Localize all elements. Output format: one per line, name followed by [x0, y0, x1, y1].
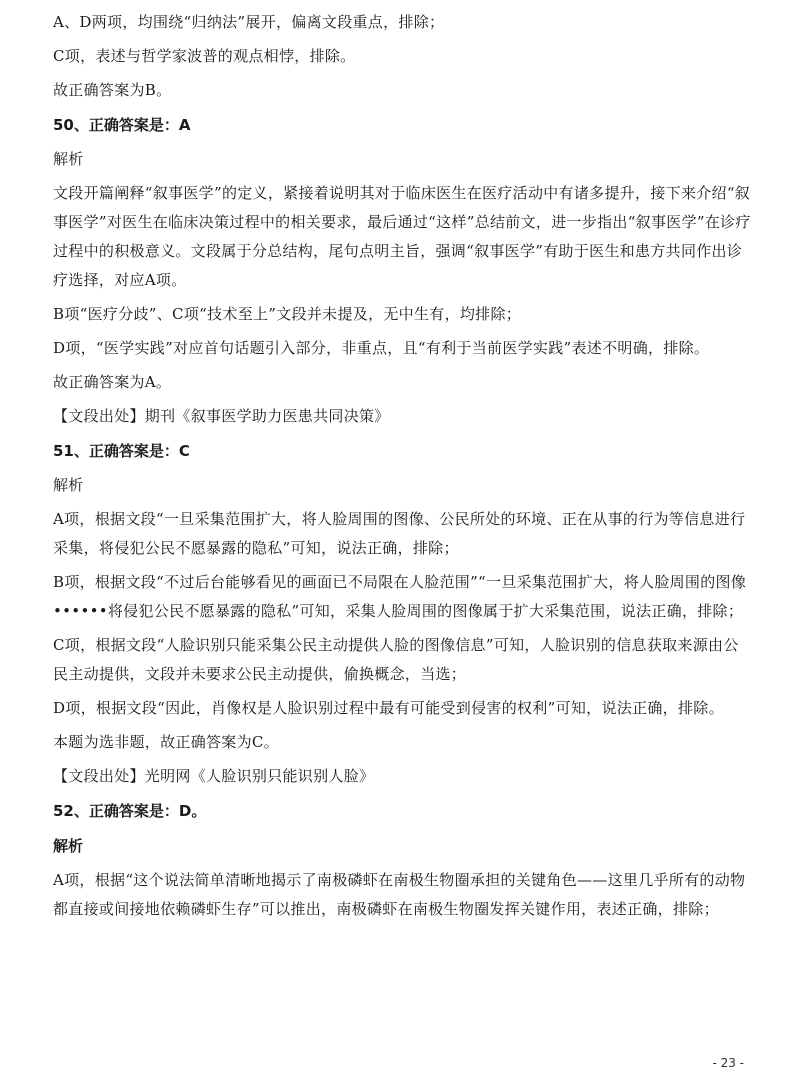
text-paragraph: 解析	[53, 476, 84, 494]
text-paragraph: A、D两项，均围绕“归纳法”展开，偏离文段重点，排除；	[53, 13, 445, 31]
text-paragraph: A项，根据文段“一旦采集范围扩大，将人脸周围的图像、公民所处的环境、正在从事的行为等信息进行采集，将侵犯公民不愿暴露的隐私”可知，说法正确，排除；	[53, 510, 746, 557]
answer-heading: 51、正确答案是：C	[53, 442, 190, 460]
text-paragraph: 【文段出处】光明网《人脸识别只能识别人脸》	[53, 767, 375, 785]
answer-heading: 解析	[53, 837, 84, 855]
answer-heading: 52、正确答案是：D。	[53, 802, 207, 820]
paragraph-gap	[53, 924, 753, 929]
text-paragraph: 解析	[53, 150, 84, 168]
text-paragraph: 文段开篇阐释“叙事医学”的定义，紧接着说明其对于临床医生在医疗活动中有诸多提升，接下来介绍“叙事医学”对医生在临床决策过程中的相关要求，最后通过“这样”总结前文，进一步指出“叙事医学”在诊疗过程中的积极意义。文段属于分总结构，尾句点明主旨，强调“叙事医学”有助于医生和患方共同作出诊疗选择，对应A项。	[53, 184, 751, 289]
text-paragraph: 本题为选非题，故正确答案为C。	[53, 733, 279, 751]
text-paragraph: C项，根据文段“人脸识别只能采集公民主动提供人脸的图像信息”可知，人脸识别的信息获取来源由公民主动提供，文段并未要求公民主动提供，偷换概念，当选；	[53, 636, 739, 683]
text-paragraph: 【文段出处】期刊《叙事医学助力医患共同决策》	[53, 407, 390, 425]
answer-heading: 50、正确答案是：A	[53, 116, 191, 134]
text-paragraph: B项“医疗分歧”、C项“技术至上”文段并未提及，无中生有，均排除；	[53, 305, 522, 323]
text-paragraph: D项，“医学实践”对应首句话题引入部分，非重点，且“有利于当前医学实践”表述不明确，排除。	[53, 339, 710, 357]
document-page	[53, 8, 753, 929]
text-paragraph: 故正确答案为B。	[53, 81, 172, 99]
text-paragraph: 故正确答案为A。	[53, 373, 172, 391]
text-paragraph: D项，根据文段“因此，肖像权是人脸识别过程中最有可能受到侵害的权利”可知，说法正确，排除。	[53, 699, 724, 717]
text-paragraph: C项，表述与哲学家波普的观点相悖，排除。	[53, 47, 356, 65]
text-paragraph: B项，根据文段“不过后台能够看见的画面已不局限在人脸范围”“一旦采集范围扩大，将人脸周围的图像••••••将侵犯公民不愿暴露的隐私”可知，采集人脸周围的图像属于扩大采集范围，说法正确，排除；	[53, 573, 747, 620]
text-paragraph: A项，根据“这个说法简单清晰地揭示了南极磷虾在南极生物圈承担的关键角色——这里几乎所有的动物都直接或间接地依赖磷虾生存”可以推出，南极磷虾在南极生物圈发挥关键作用，表述正确，排除；	[53, 871, 746, 918]
page-number: - 23 -	[712, 1056, 744, 1070]
